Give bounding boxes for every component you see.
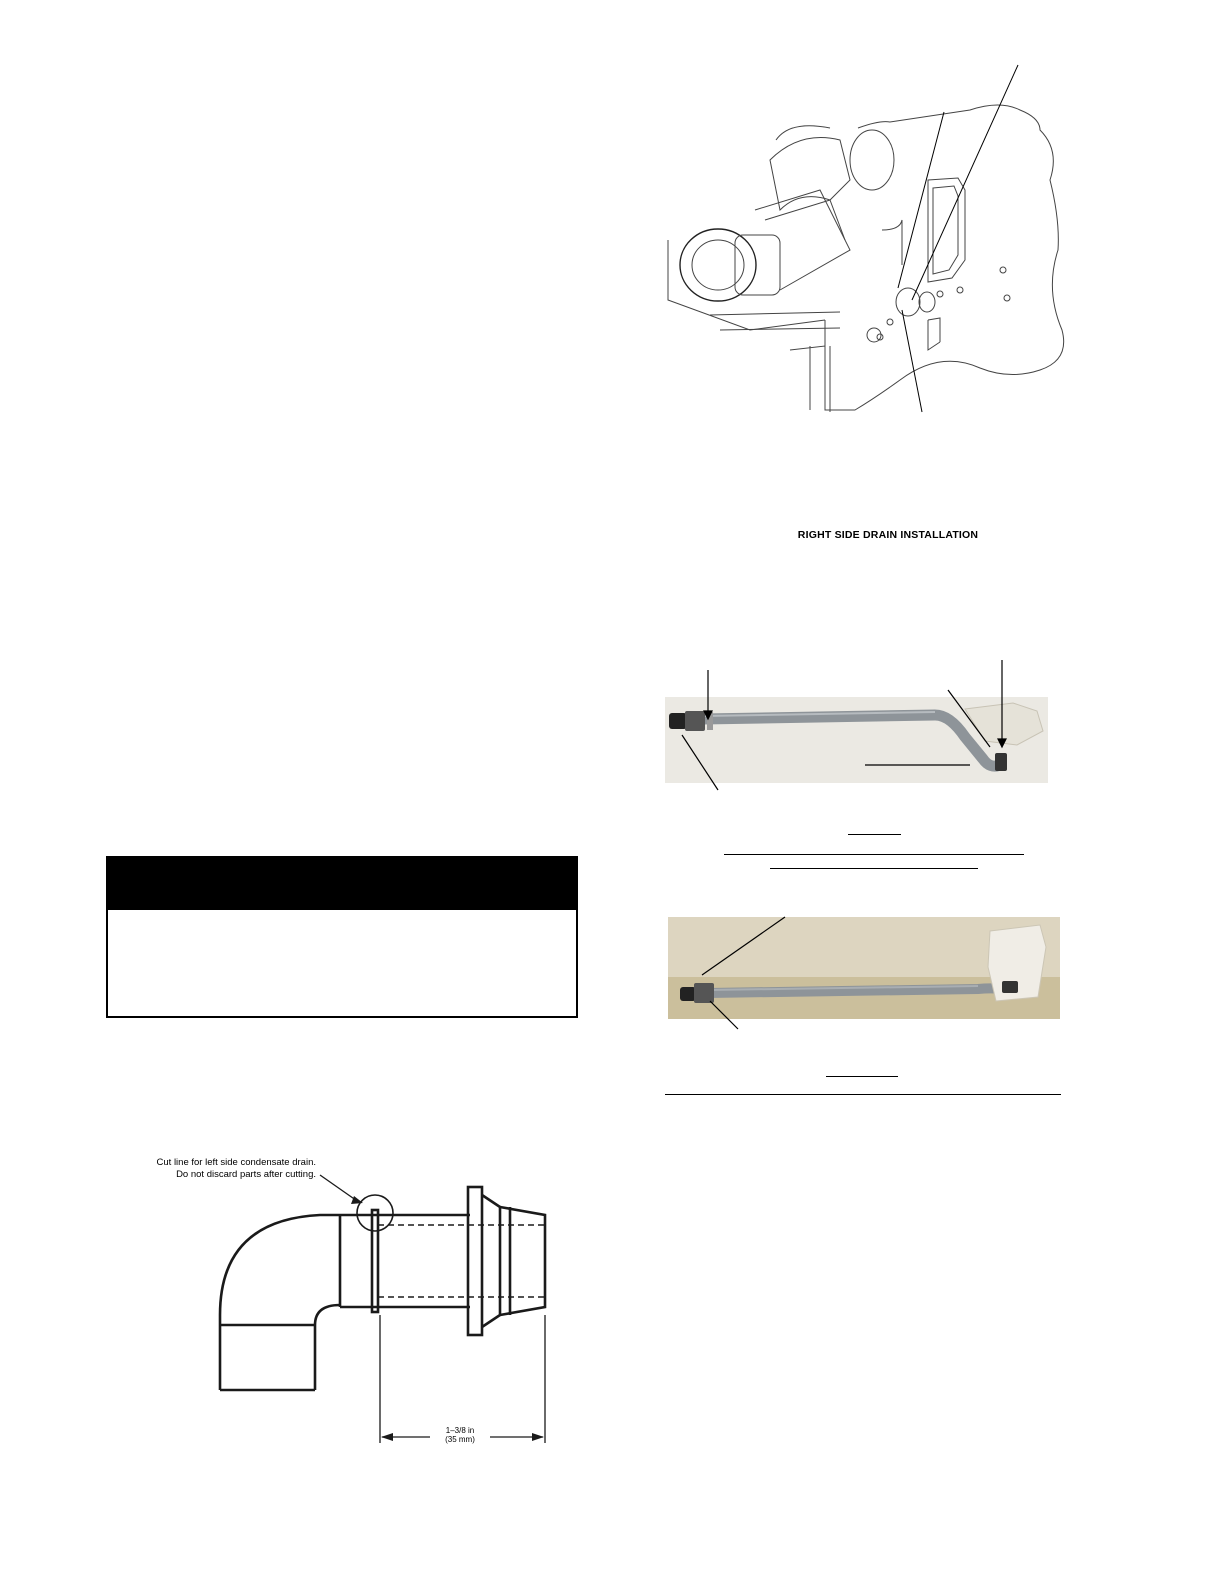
right-side-drain-caption: RIGHT SIDE DRAIN INSTALLATION [797, 529, 979, 541]
photo2-leaders [660, 905, 860, 1035]
right-side-drain-drawing [640, 50, 1100, 420]
figure2-caption-rule [665, 1094, 1061, 1095]
cut-line-note-line1: Cut line for left side condensate drain. [156, 1157, 316, 1168]
warning-box [106, 856, 578, 1018]
photo1-leaders [660, 655, 1060, 795]
dimension-label [430, 1426, 490, 1444]
figure-caption-rule [724, 854, 1024, 855]
dimension-metric: (35 mm) [445, 1435, 475, 1444]
condensate-elbow-diagram [200, 1165, 570, 1455]
figure-title-rule [848, 834, 901, 835]
cut-line-note-line2: Do not discard parts after cutting. [176, 1169, 316, 1180]
figure2-title-rule [826, 1076, 898, 1077]
warning-header-bar [108, 858, 576, 910]
dimension-imperial: 1–3/8 in [445, 1426, 475, 1435]
figure-caption-rule-2 [770, 868, 978, 869]
